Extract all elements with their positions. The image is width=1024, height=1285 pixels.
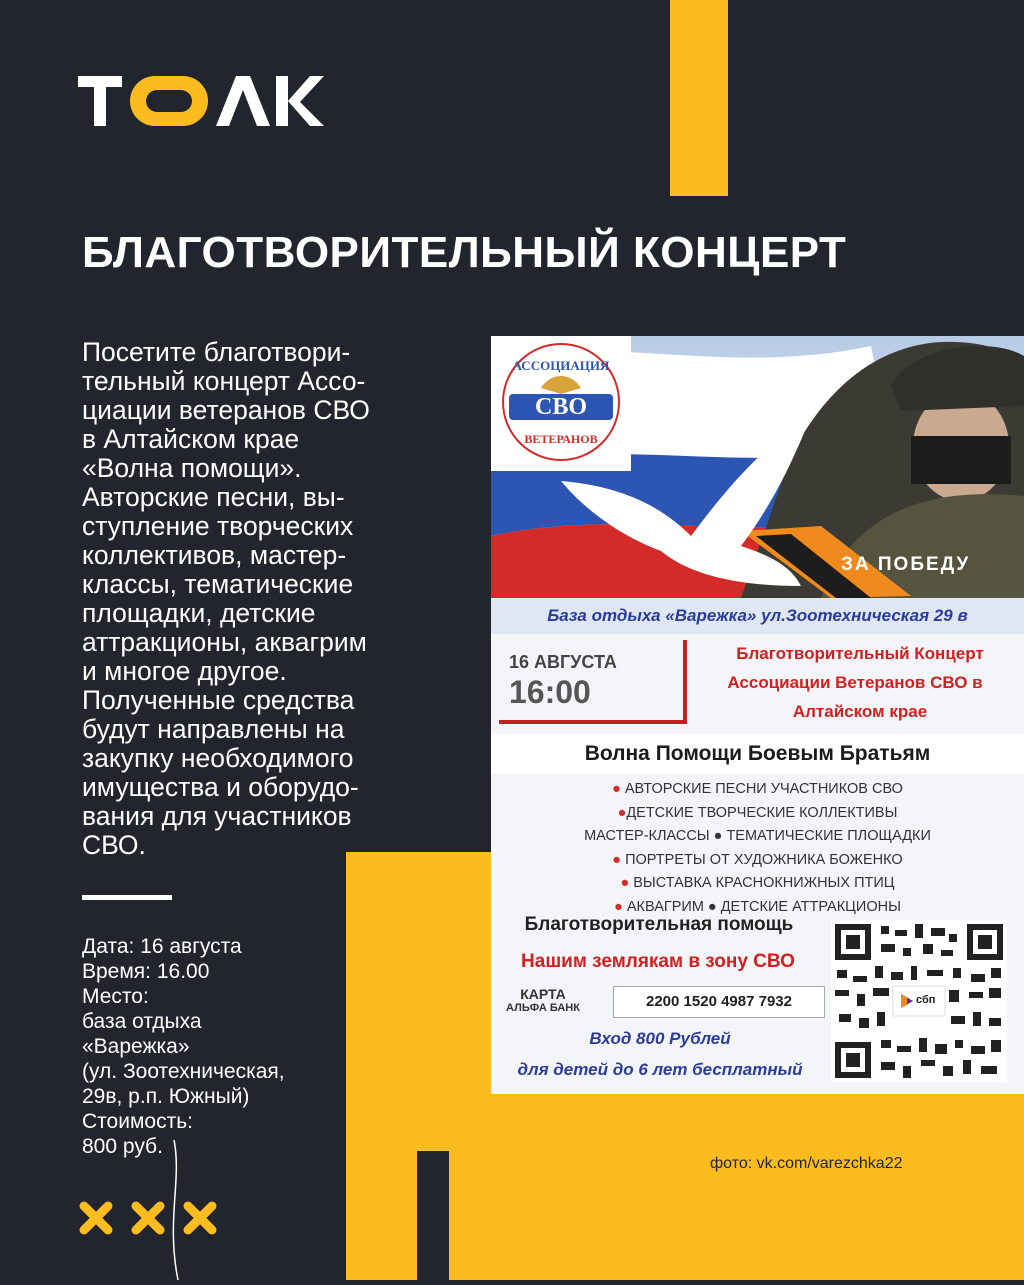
poster-help-title: Благотворительная помощь (524, 914, 794, 935)
poster-event-line1: Благотворительный Концерт (736, 644, 984, 663)
photo-credit: фото: vk.com/varezchka22 (710, 1155, 903, 1172)
sbp-label: сбп (916, 994, 936, 1006)
poster-date: 16 АВГУСТА (509, 652, 617, 672)
qr-code (831, 920, 1007, 1082)
detail-time: Время: 16.00 (82, 960, 210, 983)
event-poster (491, 336, 1024, 1094)
card-label-line2: АЛЬФА БАНК (506, 1002, 580, 1014)
program-item: ●ДЕТСКИЕ ТВОРЧЕСКИЕ КОЛЛЕКТИВЫ (617, 804, 898, 821)
poster-slogan: Волна Помощи Боевым Братьям (491, 734, 1024, 774)
poster-venue: База отдыха «Варежка» ул.Зоотехническая 29 в (491, 598, 1024, 634)
program-item: МАСТЕР-КЛАССЫ ● ТЕМАТИЧЕСКИЕ ПЛОЩАДКИ (584, 828, 931, 844)
poster-card-number: 2200 1520 4987 7932 (613, 986, 825, 1018)
program-item: ● ПОРТРЕТЫ ОТ ХУДОЖНИКА БОЖЕНКО (612, 851, 903, 868)
detail-cost-value: 800 руб. (82, 1135, 163, 1158)
decorative-thread (160, 1140, 190, 1280)
poster-event-line2: Ассоциации Ветеранов СВО в (727, 673, 983, 692)
poster-hero (491, 336, 1024, 598)
card-label-line1: КАРТА (520, 986, 566, 1002)
poster-date-box (499, 640, 687, 724)
poster-card-label (495, 986, 591, 1014)
emblem-bottom-text: ВЕТЕРАНОВ (524, 432, 598, 446)
detail-place-label: Место: (82, 985, 149, 1008)
poster-entry: Вход 800 Рублей (589, 1029, 731, 1048)
detail-cost-label: Стоимость: (82, 1110, 193, 1133)
za-pobedu-text: ЗА ПОБЕДУ (841, 554, 971, 575)
poster-program (491, 778, 1024, 919)
emblem-center-text: СВО (534, 394, 587, 420)
detail-place-value: база отдыха «Варежка» (ул. Зоотехническая, 29в, р.п. Южный) (82, 1010, 285, 1108)
logo (78, 68, 328, 134)
divider (82, 895, 172, 900)
poster-kids: для детей до 6 лет бесплатный (517, 1060, 803, 1079)
program-item: ● АКВАГРИМ ● ДЕТСКИЕ АТТРАКЦИОНЫ (614, 898, 901, 915)
poster-event-line3: Алтайском крае (792, 702, 928, 721)
program-item: ● ВЫСТАВКА КРАСНОКНИЖНЫХ ПТИЦ (620, 875, 895, 891)
event-description: Посетите благотвори- тельный концерт Ассо- циации ветеранов СВО в Алтайском крае «Волна помощи». Авторские песни, вы- ступление творческих коллективов, мастер- классы, тематические площадки, детские аттракционы, аквагрим и многое другое. Полученные средства будут направлены на закупку необходимого имущества и оборудо- вания для участников СВО. (82, 337, 370, 860)
poster-help-subtitle: Нашим землякам в зону СВО (521, 951, 795, 972)
accent-bar-top (670, 0, 728, 196)
page-title: БЛАГОТВОРИТЕЛЬНЫЙ КОНЦЕРТ (82, 228, 847, 277)
accent-bar-dark (417, 1151, 449, 1280)
decorative-marks (78, 1198, 228, 1242)
poster-time: 16:00 (509, 674, 591, 710)
emblem-top-text: АССОЦИАЦИЯ (512, 358, 610, 373)
detail-date: Дата: 16 августа (82, 935, 242, 958)
event-details (82, 934, 342, 1159)
program-item: ● АВТОРСКИЕ ПЕСНИ УЧАСТНИКОВ СВО (612, 781, 903, 797)
